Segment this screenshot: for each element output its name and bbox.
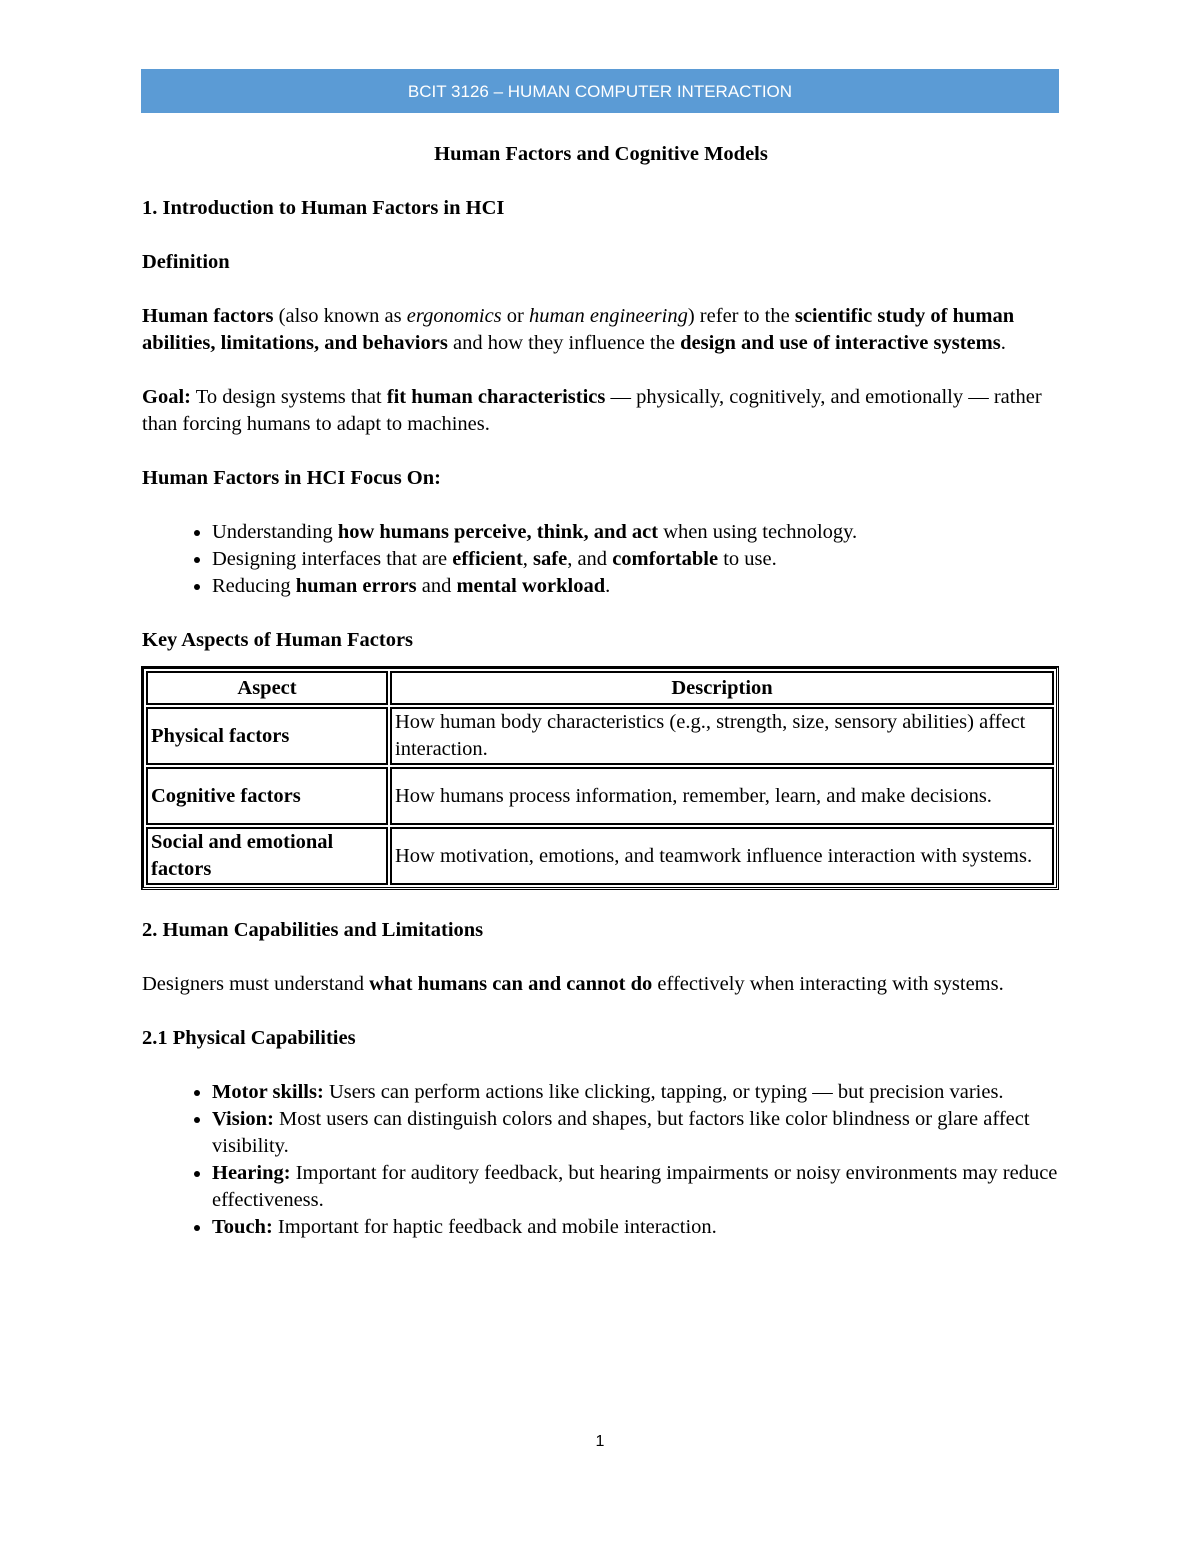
aspect-cell: Physical factors	[146, 707, 388, 765]
focus-item	[212, 519, 1060, 546]
goal-label: Goal:	[142, 386, 191, 408]
focus-item	[212, 573, 1060, 600]
section-2-heading: 2. Human Capabilities and Limitations	[142, 919, 484, 941]
def-emphasis-1: scientific study of human abilities, limitations, and behaviors	[142, 305, 1015, 354]
table-row	[146, 827, 1054, 885]
capability-label: Vision:	[212, 1108, 274, 1130]
text: and	[416, 575, 457, 597]
capability-label: Motor skills:	[212, 1081, 324, 1103]
text: when using technology.	[658, 521, 858, 543]
emphasis: comfortable	[612, 548, 719, 570]
capability-label: Touch:	[212, 1216, 273, 1238]
document-body	[142, 141, 1060, 1268]
intro-text-1: Designers must understand	[142, 973, 370, 995]
capability-label: Hearing:	[212, 1162, 291, 1184]
def-text-3: ) refer to the	[687, 305, 795, 327]
text: Designing interfaces that are	[212, 548, 453, 570]
capability-item	[212, 1160, 1060, 1214]
definition-heading: Definition	[142, 251, 230, 273]
aspect-cell: Cognitive factors	[146, 767, 388, 825]
aspects-heading: Key Aspects of Human Factors	[142, 629, 414, 651]
table-header-row	[146, 671, 1054, 705]
def-text-4: and how they influence the	[447, 332, 681, 354]
aspects-table	[141, 666, 1059, 890]
capability-item	[212, 1214, 1060, 1241]
text: Understanding	[212, 521, 338, 543]
goal-emphasis: fit human characteristics	[386, 386, 606, 408]
definition-paragraph	[142, 303, 1060, 357]
column-header-description: Description	[390, 671, 1054, 705]
capability-text: Users can perform actions like clicking, tapping, or typing — but precision varies.	[323, 1081, 1004, 1103]
emphasis: human errors	[295, 575, 417, 597]
def-term: Human factors	[142, 305, 274, 327]
table-row	[146, 707, 1054, 765]
emphasis: mental workload	[456, 575, 606, 597]
def-text-5: .	[1000, 332, 1006, 354]
text: Reducing	[212, 575, 296, 597]
focus-list	[142, 519, 1060, 600]
capability-item	[212, 1106, 1060, 1160]
document-title: Human Factors and Cognitive Models	[434, 143, 768, 165]
capability-text: Important for haptic feedback and mobile interaction.	[272, 1216, 717, 1238]
def-text-1: (also known as	[273, 305, 407, 327]
focus-heading: Human Factors in HCI Focus On:	[142, 467, 441, 489]
def-emphasis-2: design and use of interactive systems	[680, 332, 1001, 354]
goal-paragraph	[142, 384, 1060, 438]
table-row	[146, 767, 1054, 825]
header-band: BCIT 3126 – HUMAN COMPUTER INTERACTION	[141, 69, 1059, 113]
capabilities-intro	[142, 971, 1060, 998]
physical-capabilities-list	[142, 1079, 1060, 1241]
emphasis: safe	[533, 548, 568, 570]
aspect-cell: Social and emotional factors	[146, 827, 388, 885]
capability-item	[212, 1079, 1060, 1106]
column-header-aspect: Aspect	[146, 671, 388, 705]
capability-text: Most users can distinguish colors and shapes, but factors like color blindness or glare affect visibility.	[212, 1108, 1030, 1157]
focus-item	[212, 546, 1060, 573]
text: .	[605, 575, 611, 597]
goal-text-2: — physically, cognitively, and emotionally — rather than forcing humans to adapt to machines.	[142, 386, 1042, 435]
capability-text: Important for auditory feedback, but hearing impairments or noisy environments may reduce effectiveness.	[212, 1162, 1058, 1211]
description-cell: How humans process information, remember, learn, and make decisions.	[390, 767, 1054, 825]
description-cell: How human body characteristics (e.g., strength, size, sensory abilities) affect interaction.	[390, 707, 1054, 765]
physical-capabilities-heading: 2.1 Physical Capabilities	[142, 1027, 356, 1049]
intro-emphasis: what humans can and cannot do	[369, 973, 653, 995]
emphasis: how humans perceive, think, and act	[337, 521, 659, 543]
section-1-heading: 1. Introduction to Human Factors in HCI	[142, 197, 505, 219]
def-text-2: or	[501, 305, 529, 327]
def-human-engineering: human engineering	[529, 305, 688, 327]
text: ,	[522, 548, 534, 570]
description-cell: How motivation, emotions, and teamwork influence interaction with systems.	[390, 827, 1054, 885]
page-number: 1	[595, 1433, 605, 1450]
text: , and	[567, 548, 613, 570]
text: to use.	[718, 548, 777, 570]
emphasis: efficient	[452, 548, 523, 570]
def-ergonomics: ergonomics	[406, 305, 502, 327]
goal-text-1: To design systems that	[190, 386, 387, 408]
intro-text-2: effectively when interacting with systems.	[652, 973, 1004, 995]
